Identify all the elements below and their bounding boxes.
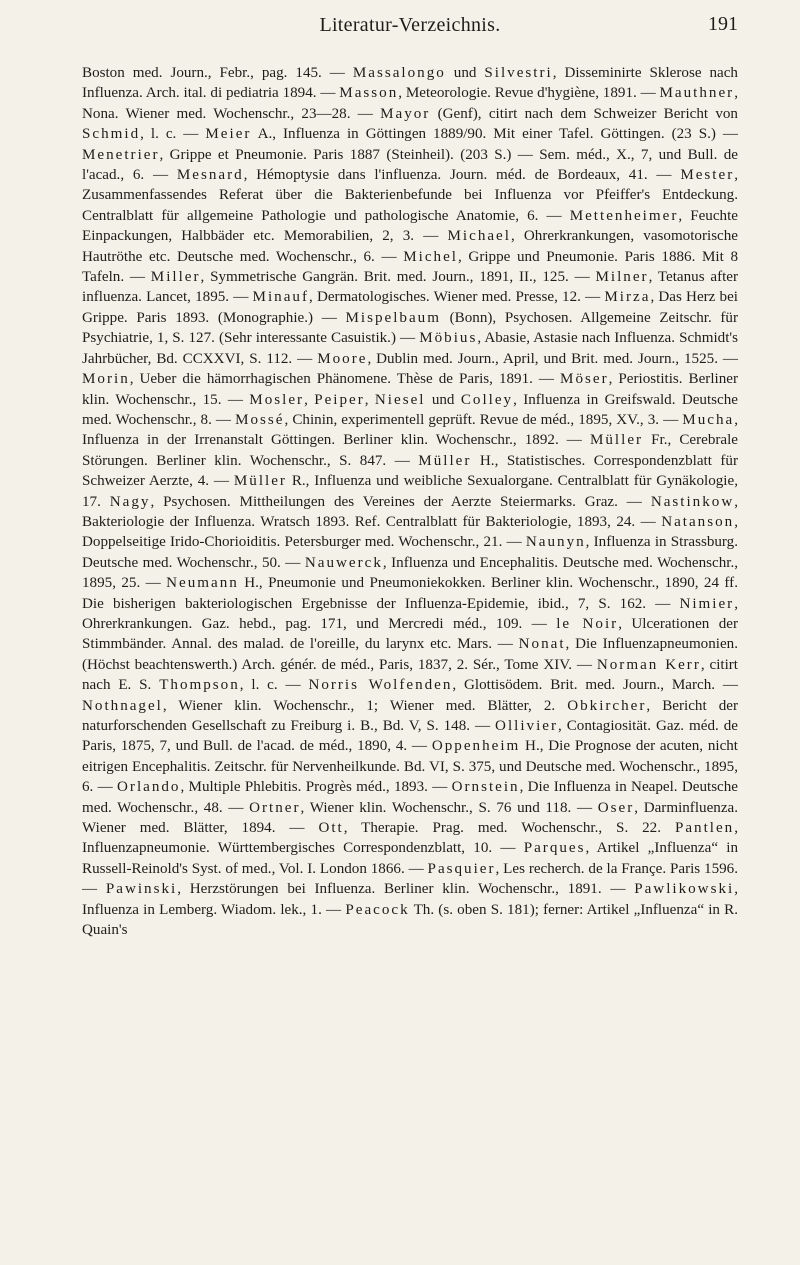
bib-text: Fr., Cerebrale Störungen. Berliner klin. Wochenschr., S. 847. — [82,432,738,469]
bib-author: Nastinkow [650,493,735,510]
bib-author: Ortner [249,799,301,816]
bib-author: Nagy [109,493,151,510]
bib-author: Mauthner [659,85,735,102]
bib-text: , Abasie, Astasie nach Influenza. Schmidt's Jahrbücher, Bd. CCXXVI, S. 112. — [82,330,738,367]
bib-text: , Zusammenfassendes Referat über die Bakterienbefunde bei Influenza vor Pfeiffer's Entdeckung. Centralblatt für allgemeine Pathologie und pathologische Anatomie, 6. — [82,167,739,224]
bib-text: Th. (s. oben S. 181); ferner: Artikel „Influenza“ in R. Quain's [82,901,738,939]
bib-author: Mester [680,167,735,184]
running-title: Literatur-Verzeichnis. [319,14,501,36]
bib-text: , Feuchte Einpackungen, Halbbäder etc. Memorabilien, 2, 3. — [82,207,738,245]
bib-text: , Grippe et Pneumonie. Paris 1887 (Steinheil). (203 S.) — Sem. méd., X., 7, und Bull. de l'acad., 6. — [82,146,738,184]
bib-author: Niesel [374,391,426,408]
bib-text: , Glottisödem. Brit. med. Journ., March. — [452,677,738,694]
bib-text: und [453,65,477,81]
bib-text: , [364,391,369,408]
bib-author: Natanson [661,513,735,530]
bib-text: , Disseminirte Sklerose nach Influenza. Arch. ital. di pediatria 1894. — [82,65,738,102]
bib-author: Orlando [117,779,181,796]
bib-text: , Hémoptysie dans l'influenza. Journ. méd. de Bordeaux, 41. — [243,167,672,184]
bib-author: Norman Kerr [596,656,701,673]
bib-text: H., Pneumonie und Pneumoniekokken. Berliner klin. Wochenschr., 1890, 24 ff. Die bisherigen bakteriologischen Ergebnisse der Influenza-Epidemie, ibid., 7, S. 162. — [82,575,738,612]
bib-author: Miller [150,269,201,286]
bib-author: Müller [233,473,287,490]
bib-author: Nonat [518,636,566,653]
bib-text: , Wiener klin. Wochenschr., S. 76 und 118. — [300,799,593,816]
bib-text: , Die Influenza in Neapel. Deutsche med. Wochenschr., 48. — [82,779,739,816]
bib-author: Ollivier [495,718,558,734]
bib-text: (Genf), citirt nach dem Schweizer Bericht von [437,105,738,122]
bib-text: , Wiener klin. Wochenschr., 1; Wiener med. Blätter, 2. [162,697,556,714]
bib-author: Menetrier [82,146,160,163]
bib-text: , Ohrerkrankungen. Gaz. hebd., pag. 171, und Mercredi méd., 109. — [82,595,738,632]
bib-text: , Ulcerationen der Stimmbänder. Annal. des malad. de l'oreille, du larynx etc. Mars. — [82,615,738,653]
bib-text: , Herzstörungen bei Influenza. Berliner klin. Wochenschr., 1891. — [177,881,626,898]
bib-text: , Influenza in Strassburg. Deutsche med. Wochenschr., 50. — [82,534,738,571]
bib-author: Michel [403,248,458,265]
bib-text: Boston med. Journ., Febr., pag. 145. — [82,65,345,81]
bib-text: , Psychosen. Mittheilungen des Vereines der Aerzte Steiermarks. Graz. — [150,493,642,510]
bib-author: Nimier [679,595,735,612]
bib-text: , Periostitis. Berliner klin. Wochenschr., 15. — [82,371,738,408]
bib-text: , Therapie. Prag. med. Wochenschr., S. 22. [343,820,662,837]
bib-author: Mesnard [176,167,244,184]
bib-author: Obkircher [567,697,647,714]
bib-text: , Bakteriologie der Influenza. Wratsch 1893. Ref. Centralblatt für Bakteriologie, 1893, 24. — [82,493,738,530]
bib-author: Ott [318,820,344,837]
bib-author: Mayor [380,105,431,122]
bib-author: Oser [597,799,635,816]
bib-text: , Influenza und Encephalitis. Deutsche med. Wochenschr., 1895, 25. — [82,554,739,592]
bib-author: le Noir [556,615,619,632]
bib-author: Oppenheim [431,738,521,755]
bib-text: , Nona. Wiener med. Wochenschr., 23—28. — [82,85,738,122]
bib-text: , Die Influenzapneumonien. (Höchst beachtenswerth.) Arch. génér. de méd., Paris, 1837, 2. Sér., Tome XIV. — [82,636,738,673]
bib-author: Pantlen [674,820,735,837]
bib-text: , Influenza in Lemberg. Wiadom. lek., 1. — [82,881,738,918]
bib-text: , Chinin, experimentell geprüft. Revue de méd., 1895, XV., 3. — [284,411,679,428]
bib-text: , Multiple Phlebitis. Progrès méd., 1893. — [180,779,448,796]
bib-author: Norris Wolfenden [308,677,453,694]
page-header [82,0,738,50]
bib-text: R., Influenza und weibliche Sexualorgane. Centralblatt für Gynäkologie, 17. [82,473,738,510]
bib-text: , Symmetrische Gangrän. Brit. med. Journ., 1891, II., 125. — [200,269,590,286]
bib-text: , Tetanus after influenza. Lancet, 1895. — [82,269,739,306]
bib-author: Colley [460,391,514,408]
bib-author: Parques [523,840,586,857]
bib-author: Möser [560,371,609,388]
bib-author: Ornstein [451,779,520,796]
bib-author: Morin [82,371,130,388]
bib-text: , Les recherch. de la Françe. Paris 1596. — [82,860,738,898]
bib-author: Masson [339,85,399,102]
bib-text: , Grippe und Pneumonie. Paris 1886. Mit 8 Tafeln. — [82,248,739,286]
bib-text: , Dermatologisches. Wiener med. Presse, 12. — [308,289,601,306]
bib-author: Mossé [235,411,285,428]
bib-author: Mosler [249,391,305,408]
bibliography-text [82,63,738,940]
bib-text: A., Influenza in Göttingen 1889/90. Mit einer Tafel. Göttingen. (23 S.) — [257,126,738,143]
bib-text: , Das Herz bei Grippe. Paris 1893. (Monographie.) — [82,289,738,326]
bib-text: , l. c. — [140,126,199,143]
bib-text: , Influenzapneumonie. Württembergisches Correspondenzblatt, 10. — [82,820,738,857]
bib-author: Milner [595,269,649,286]
bib-text: (Bonn), Psychosen. Allgemeine Zeitschr. für Psychiatrie, 1, S. 127. (Sehr interessante Casuistik.) — [82,309,738,347]
bib-author: Peiper [314,391,365,408]
bib-text: , Contagiosität. Gaz. méd. de Paris, 1875, 7, und Bull. de l'acad. de méd., 1890, 4. — [82,718,738,755]
bibliography-paragraph [82,63,738,940]
bib-author: Thompson [159,677,240,694]
bib-author: Pawlikowski [634,881,735,898]
bib-text: , citirt nach E. S. [82,656,739,694]
bib-text: , Meteorologie. Revue d'hygiène, 1891. — [398,85,656,102]
bib-text: , Doppelseitige Irido-Chorioiditis. Petersburger med. Wochenschr., 21. — [82,513,738,551]
bib-author: Neumann [166,575,239,592]
bib-author: Pawinski [105,881,178,898]
bib-author: Nothnagel [82,697,163,714]
bib-text: , l. c. — [239,677,301,694]
bib-author: Mirza [604,289,651,306]
bib-text: , Ueber die hämorrhagischen Phänomene. Thèse de Paris, 1891. — [129,371,555,388]
bib-author: Meier [205,126,252,143]
bib-author: Massalongo [352,65,446,81]
bib-author: Pasquier [427,860,496,877]
bib-author: Minauf [252,289,309,306]
bib-author: Moore [317,350,368,367]
bib-author: Naunyn [525,534,586,551]
bib-text: , Bericht der naturforschenden Gesellschaft zu Freiburg i. B., Bd. V, S. 148. — [82,697,738,734]
page-number: 191 [708,13,738,35]
bib-author: Schmid [82,126,141,143]
bib-author: Möbius [419,330,478,347]
bib-text: H., Die Prognose der acuten, nicht eitrigen Encephalitis. Zeitschr. für Nervenheilkunde. Bd. VI, S. 375, und Deutsche med. Wochenschr., 1895, 6. — [82,738,739,796]
bib-text: , Influenza in Greifswald. Deutsche med. Wochenschr., 8. — [82,391,738,428]
bib-text: H., Statistisches. Correspondenzblatt für Schweizer Aerzte, 4. — [82,452,738,490]
bib-text: , Influenza in der Irrenanstalt Göttingen. Berliner klin. Wochenschr., 1892. — [82,411,738,449]
bib-text: , Artikel „Influenza“ in Russell-Reinold's Syst. of med., Vol. I. London 1866. — [82,840,738,877]
bib-text: , Dublin med. Journ., April, und Brit. med. Journ., 1525. — [367,350,738,367]
bib-text: , Ohrerkrankungen, vasomotorische Hautröthe etc. Deutsche med. Wochenschr., 6. — [82,228,739,265]
bib-author: Müller [418,452,472,469]
bib-author: Peacock [345,901,410,918]
bib-text: , [304,391,308,408]
bib-author: Müller [589,432,644,449]
bib-author: Michael [447,228,511,245]
bib-author: Nauwerck [304,554,383,571]
bib-author: Silvestri [484,65,553,81]
bib-author: Mispelbaum [345,309,441,326]
bib-author: Mettenheimer [569,207,679,224]
bib-text: und [431,391,455,408]
bib-text: , Darminfluenza. Wiener med. Blätter, 1894. — [82,799,738,837]
bib-author: Mucha [682,411,735,428]
